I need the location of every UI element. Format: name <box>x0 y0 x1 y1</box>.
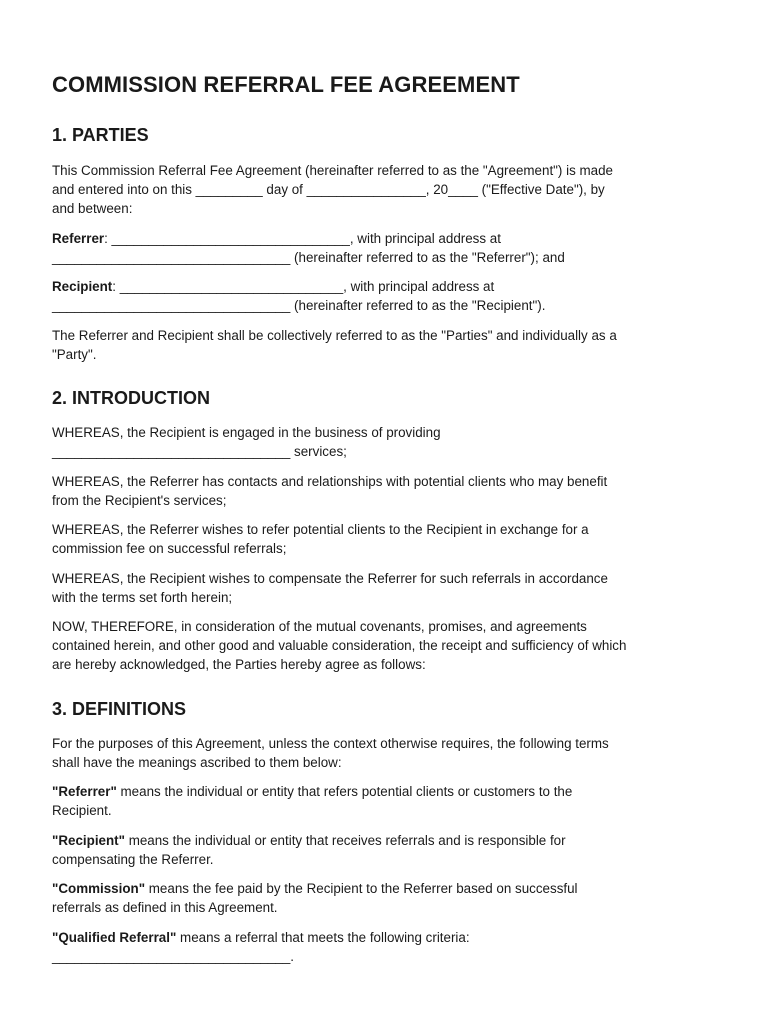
definition-text: means the individual or entity that refers potential clients or customers to the <box>116 784 573 799</box>
definition-qualified-referral-line <box>52 928 470 947</box>
therefore-clause-line: NOW, THEREFORE, in consideration of the mutual covenants, promises, and agreements <box>52 619 587 634</box>
recipient-party-line: ________________________________ (hereinafter referred to as the "Recipient"). <box>52 298 546 313</box>
definition-term: "Recipient" <box>52 833 125 848</box>
section-heading-parties: 1. PARTIES <box>52 125 149 145</box>
definition-referrer-line <box>52 782 572 801</box>
definitions-intro-line: shall have the meanings ascribed to them below: <box>52 755 342 770</box>
recipient-party-label: Recipient <box>52 279 113 294</box>
parties-collective-line: The Referrer and Recipient shall be collectively referred to as the "Parties" and individually as a <box>52 328 617 343</box>
definition-term: "Commission" <box>52 881 146 896</box>
whereas-clause-line: commission fee on successful referrals; <box>52 541 287 556</box>
definitions-intro-line: For the purposes of this Agreement, unless the context otherwise requires, the following terms <box>52 736 609 751</box>
definition-commission-line <box>52 879 578 898</box>
referrer-party-label: Referrer <box>52 231 105 246</box>
section-heading-definitions: 3. DEFINITIONS <box>52 699 187 719</box>
definition-recipient-line <box>52 831 566 850</box>
therefore-clause-line: are hereby acknowledged, the Parties hereby agree as follows: <box>52 657 426 672</box>
whereas-clause-line: from the Recipient's services; <box>52 493 227 508</box>
definition-recipient-line: compensating the Referrer. <box>52 852 214 867</box>
definition-term: "Referrer" <box>52 784 117 799</box>
referrer-party-text: : ________________________________, with principal address at <box>104 231 501 246</box>
definition-term: "Qualified Referral" <box>52 930 177 945</box>
definition-text: means the fee paid by the Recipient to the Referrer based on successful <box>145 881 578 896</box>
parties-collective-line: "Party". <box>52 347 97 362</box>
referrer-party-line <box>52 229 501 248</box>
whereas-clause-line: WHEREAS, the Recipient is engaged in the business of providing <box>52 425 441 440</box>
whereas-clause-line: WHEREAS, the Recipient wishes to compensate the Referrer for such referrals in accordance <box>52 571 608 586</box>
whereas-clause-line: with the terms set forth herein; <box>52 590 233 605</box>
parties-intro-line: This Commission Referral Fee Agreement (hereinafter referred to as the "Agreement") is made <box>52 163 613 178</box>
definition-text: means the individual or entity that receives referrals and is responsible for <box>124 833 566 848</box>
recipient-party-line <box>52 277 494 296</box>
definition-commission-line: referrals as defined in this Agreement. <box>52 900 278 915</box>
definition-referrer-line: Recipient. <box>52 803 112 818</box>
section-heading-introduction: 2. INTRODUCTION <box>52 388 211 408</box>
therefore-clause-line: contained herein, and other good and valuable consideration, the receipt and sufficiency of which <box>52 638 627 653</box>
whereas-clause-line: WHEREAS, the Referrer has contacts and relationships with potential clients who may benefit <box>52 474 608 489</box>
parties-intro-line: and between: <box>52 201 133 216</box>
parties-intro-line: and entered into on this _________ day of ________________, 20____ ("Effective Date"), by <box>52 182 605 197</box>
definition-qualified-referral-line: ________________________________. <box>52 949 295 964</box>
referrer-party-line: ________________________________ (hereinafter referred to as the "Referrer"); and <box>52 250 565 265</box>
definition-text: means a referral that meets the following criteria: <box>176 930 470 945</box>
document-title: COMMISSION REFERRAL FEE AGREEMENT <box>52 72 520 97</box>
whereas-clause-line: WHEREAS, the Referrer wishes to refer potential clients to the Recipient in exchange for a <box>52 522 589 537</box>
whereas-clause-line: ________________________________ services; <box>52 444 347 459</box>
recipient-party-text: : ______________________________, with principal address at <box>112 279 495 294</box>
